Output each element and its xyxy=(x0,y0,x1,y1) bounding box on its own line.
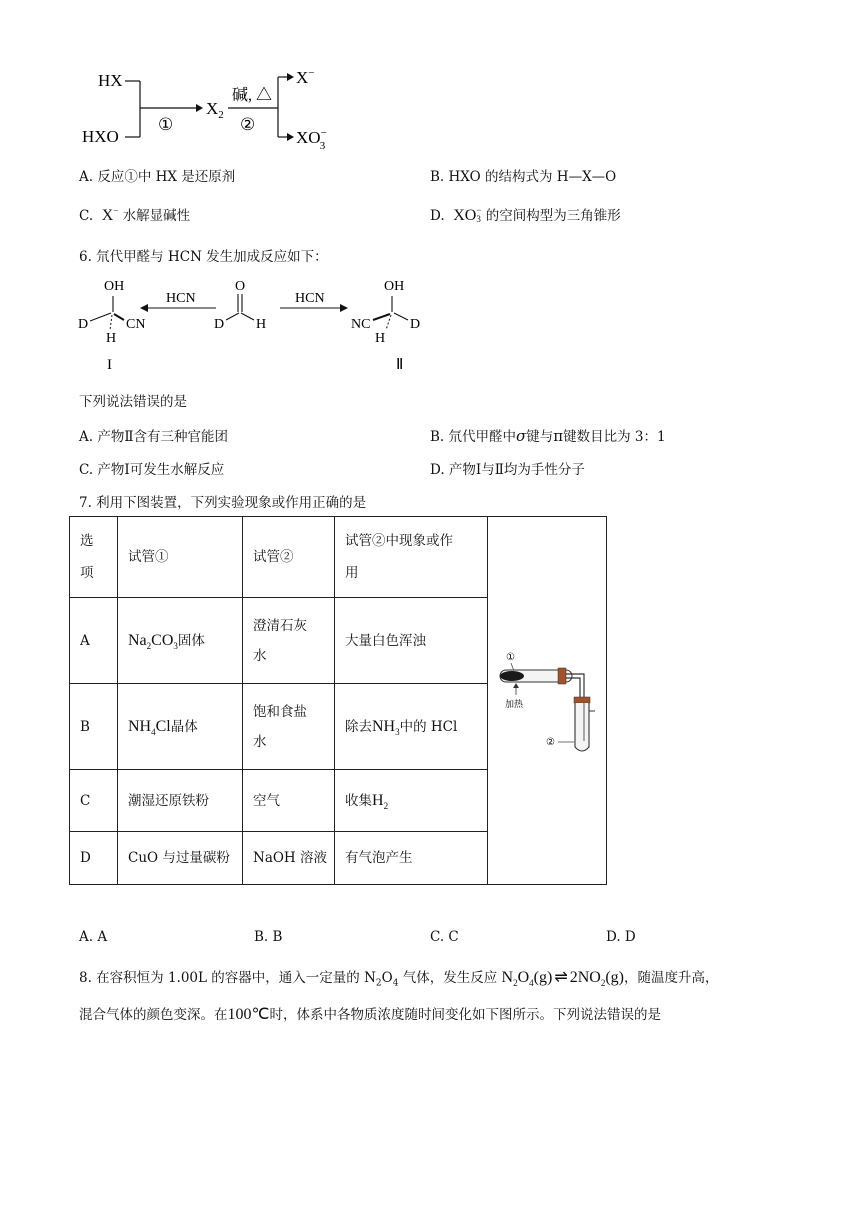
row-c-effect: 收集$H_2$ xyxy=(335,770,488,832)
row-a-tube-2: 澄清石灰水 xyxy=(243,598,335,684)
row-a-tube-1: $Na_2CO_3$固体 xyxy=(118,598,243,684)
q6-option-a: A. 产物Ⅱ含有三种官能团 xyxy=(79,429,229,445)
apparatus-cell xyxy=(488,517,607,885)
product-xo3-minus: XO− 3 xyxy=(296,127,327,152)
q5-reaction-diagram xyxy=(78,64,358,156)
tube-1-label: ① xyxy=(506,651,515,663)
q7-stem: 7. 利用下图装置，下列实验现象或作用正确的是 xyxy=(79,495,367,511)
row-c-option: C xyxy=(70,770,118,832)
reactant-hxo: HXO xyxy=(82,127,119,146)
q6-stem: 6. 氘代甲醛与 HCN 发生加成反应如下： xyxy=(79,249,328,265)
row-b-tube-1: $NH_4Cl$晶体 xyxy=(118,684,243,770)
product-x2: $X_2$ xyxy=(206,99,224,121)
row-b-option: B xyxy=(70,684,118,770)
row-d-option: D xyxy=(70,832,118,885)
row-d-tube-1: CuO 与过量碳粉 xyxy=(118,832,243,885)
row-a-option: A xyxy=(70,598,118,684)
product-2-h: H xyxy=(375,331,386,346)
row-d-tube-2: NaOH 溶液 xyxy=(243,832,335,885)
row-c-tube-2: 空气 xyxy=(243,770,335,832)
product-2-d: D xyxy=(410,317,421,332)
q7-table xyxy=(69,516,607,885)
reagent-hcn-left: HCN xyxy=(166,291,196,306)
reagent-hcn-right: HCN xyxy=(295,291,325,306)
aldehyde-d: D xyxy=(214,317,225,332)
reactant-hx: HX xyxy=(98,71,123,90)
tube-2-label: ② xyxy=(546,736,555,748)
equilibrium-equation: $N_2O_4(g)$ ⇌ $2NO_2(g)$ xyxy=(501,969,624,989)
q6-option-c: C. 产物Ⅰ可发生水解反应 xyxy=(79,462,225,478)
product-2-label: Ⅱ xyxy=(396,357,404,373)
step-2-label: ② xyxy=(240,115,256,134)
q6-option-b: B. 氘代甲醛中σ键与π键数目比为 3：1 xyxy=(430,427,666,445)
q5-option-c: C. X− 水解显碱性 xyxy=(79,205,191,224)
condition-base-heat: 碱, △ xyxy=(232,87,273,104)
heat-label: 加热 xyxy=(505,698,524,709)
q6-reaction-scheme xyxy=(74,274,434,374)
product-1-label: I xyxy=(107,357,112,373)
header-tube-1: 试管① xyxy=(118,517,243,598)
product-x-minus: X− xyxy=(296,67,315,87)
q7-answer-a: A. A xyxy=(79,929,108,945)
step-1-label: ① xyxy=(158,115,174,134)
q8-line-2: 混合气体的颜色变深。在100℃时，体系中各物质浓度随时间变化如下图所示。下列说法错误的是 xyxy=(79,1006,661,1023)
product-1-oh: OH xyxy=(104,279,125,294)
product-1-cn: CN xyxy=(126,317,146,332)
product-1-d: D xyxy=(78,317,89,332)
q6-option-d: D. 产物Ⅰ与Ⅱ均为手性分子 xyxy=(430,462,585,478)
product-1-h: H xyxy=(106,331,117,346)
row-a-effect: 大量白色浑浊 xyxy=(335,598,488,684)
apparatus-figure xyxy=(488,641,606,761)
q7-answer-c: C. C xyxy=(430,929,459,945)
header-option: 选项 xyxy=(70,517,118,598)
q5-option-b: B. HXO 的结构式为 H—X—O xyxy=(430,169,617,185)
q7-answer-b: B. B xyxy=(254,929,283,945)
q5-option-a: A. 反应①中 HX 是还原剂 xyxy=(79,169,236,185)
aldehyde-h: H xyxy=(256,317,267,332)
row-c-tube-1: 潮湿还原铁粉 xyxy=(118,770,243,832)
product-2-oh: OH xyxy=(384,279,405,294)
header-tube-2: 试管② xyxy=(243,517,335,598)
row-b-effect: 除去$NH_3$中的 HCl xyxy=(335,684,488,770)
q5-option-d: D. XO − 3 的空间构型为三角锥形 xyxy=(430,205,621,224)
header-effect: 试管②中现象或作用 xyxy=(335,517,488,598)
row-b-tube-2: 饱和食盐水 xyxy=(243,684,335,770)
q8-line-1: 8. 在容积恒为 1.00L 的容器中，通入一定量的 $N_2O_4$ 气体，发生反应 $N_2O_4(g)$ ⇌ $2NO_2(g)$，随温度升高， xyxy=(79,969,719,989)
q7-answer-d: D. D xyxy=(606,929,636,945)
row-d-effect: 有气泡产生 xyxy=(335,832,488,885)
q6-prompt: 下列说法错误的是 xyxy=(79,394,187,410)
product-2-nc: NC xyxy=(351,317,371,332)
aldehyde-o: O xyxy=(235,279,246,294)
